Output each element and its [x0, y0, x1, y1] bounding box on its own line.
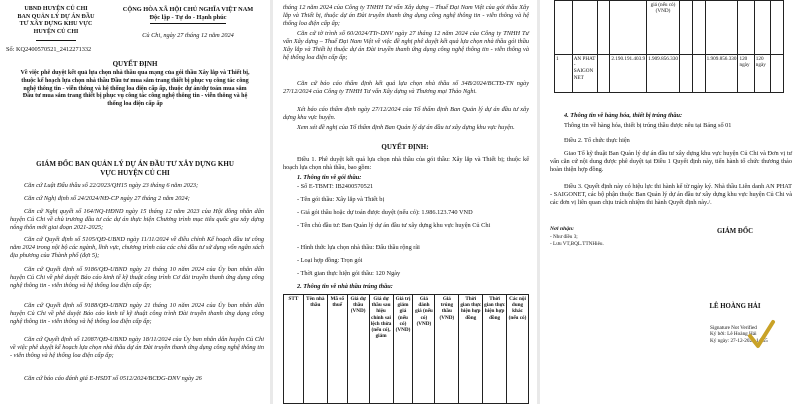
- nation-header: [108, 6, 268, 22]
- decides-heading: QUYẾT ĐỊNH:: [381, 143, 429, 151]
- contract-type: - Loại hợp đồng: Trọn gói: [297, 257, 363, 264]
- org-underline: [36, 40, 76, 41]
- basis-8-continued: tháng 12 năm 2024 của Công ty TNHH Tư vấn Xây dựng – Thuế Đại Nam Việt của gói thầu Xây lắp và Thiết bị, thuộc dự án Đài truyền thanh ứng dụng công nghệ thông tin - viễn thông và hệ thống loa điện cấp ấp;: [283, 4, 529, 28]
- article-3: Điều 3. Quyết định này có hiệu lực thi hành kể từ ngày ký. Nhà thầu Liên danh AN PHAT - SAIGONET, các bộ phận thuộc Ban Quản lý dự án đầu tư xây dựng khu vực huyện Củ Chi và các đơn vị liên quan chịu trách nhiệm thi hành Quyết định này./.: [550, 183, 792, 207]
- row-bidder: AN PHAT - SAIGON NET: [572, 55, 597, 93]
- selection-form: - Hình thức lựa chọn nhà thầu: Đấu thầu rộng rãi: [297, 244, 420, 251]
- basis-5: Căn cứ Quyết định số 9186/QĐ-UBND ngày 21 tháng 10 năm 2024 của Ủy ban nhân dân huyện Củ Chi về phê duyệt Báo cáo kinh tế kỹ thuật công trình Cơ đài truyền thanh ứng dụng công nghệ thông tin - viễn thông và hệ thống loa điện cấp ấp;: [10, 266, 264, 290]
- basis-2: Căn cứ Nghị định số 24/2024/NĐ-CP ngày 27 tháng 2 năm 2024;: [24, 195, 190, 202]
- basis-3: Căn cứ Nghị quyết số 164/NQ-HĐND ngày 15 tháng 12 năm 2023 của Hội đồng nhân dân huyện Củ Chi về chủ trương đầu tư các dự án thực hiện Chương trình mục tiêu quốc gia xây dựng nông thôn mới giai đoạn 2021-2025;: [10, 208, 264, 232]
- col-other: Các nội dung khác (nếu có): [507, 295, 529, 404]
- document-page-2: [273, 0, 537, 404]
- row-stt: 1: [555, 55, 573, 93]
- doc-title: QUYẾT ĐỊNH: [112, 60, 158, 68]
- row-time-1: 120 ngày: [738, 55, 754, 93]
- row-bid-price: 2.190.191.403.9: [610, 55, 647, 93]
- col-time-2: Thời gian thực hiện hợp đồng: [483, 295, 507, 404]
- basis-11: Xét báo cáo thẩm định ngày 27/12/2024 của Tổ thẩm định Ban Quản lý dự án đầu tư xây dựng khu vực huyện.: [283, 106, 529, 122]
- article-2: Điều 2. Tổ chức thực hiện: [564, 137, 630, 144]
- recipient-2: - Lưu VT,BQL.TTNHiêu.: [550, 241, 604, 247]
- recipients-label: Nơi nhận:: [550, 226, 574, 232]
- investor-name: - Tên chủ đầu tư: Ban Quản lý dự án đầu tư xây dựng khu vực huyện Củ Chi: [297, 222, 491, 229]
- basis-10: Căn cứ báo cáo thẩm định kết quả lựa chọn nhà thầu số 34B/2024/BCTĐ-TN ngày 27/12/2024 của Công ty TNHH Tư vấn Xây dựng và Thương mại Thảo Nghi.: [283, 80, 529, 96]
- col-win-price: Giá trúng thầu (VND): [435, 295, 459, 404]
- col-adjusted: Giá dự thầu sau hiệu chỉnh sai lệch thừa (nếu có), giảm: [369, 295, 393, 404]
- article-1: Điều 1. Phê duyệt kết quả lựa chọn nhà thầu của gói thầu: Xây lắp và Thiết bị; thuộc kế hoạch lựa chọn nhà thầu, bao gồm:: [283, 156, 529, 172]
- col-discount: Giá trị giảm giá (nếu có) (VND): [393, 295, 413, 404]
- winner-table-header: [283, 294, 529, 404]
- basis-8: Căn cứ báo cáo đánh giá E-HSDT số 0512/2024/BCĐG-DNV ngày 26: [24, 375, 202, 382]
- document-page-3: [540, 0, 800, 404]
- nation-underline: [150, 23, 226, 24]
- basis-6: Căn cứ Quyết định số 9188/QĐ-UBND ngày 21 tháng 10 năm 2024 của Ủy ban nhân dân huyện Củ Chi về phê duyệt Báo cáo kinh tế kỹ thuật công trình Đài truyền thanh ứng dụng công nghệ thông tin - viễn thông và hệ thống loa điện cấp ấp;: [10, 302, 264, 326]
- authority-line: GIÁM ĐỐC BAN QUẢN LÝ DỰ ÁN ĐẦU TƯ XÂY DỰNG KHU VỰC HUYỆN CỦ CHI: [36, 160, 234, 177]
- org-line-1: UBND HUYỆN CỦ CHI: [24, 6, 88, 12]
- section-2-heading: 2. Thông tin về nhà thầu trúng thầu:: [297, 283, 393, 290]
- col-tax: Mã số thuế: [327, 295, 347, 404]
- basis-1: Căn cứ Luật Đấu thầu số 22/2023/QH15 ngày 23 tháng 6 năm 2023;: [24, 182, 199, 189]
- row-time-2: 120 ngày: [754, 55, 770, 93]
- row-tax: [597, 55, 610, 93]
- signer-title: GIÁM ĐỐC: [716, 228, 754, 235]
- org-line-4: HUYỆN CỦ CHI: [33, 28, 79, 35]
- org-line-3: TƯ XÂY DỰNG KHU VỰC: [19, 21, 93, 28]
- signature-check-icon: [746, 318, 776, 352]
- section-4-text: Thông tin về hàng hóa, thiết bị trúng thầu được nêu tại Bảng số 01: [564, 122, 732, 129]
- col-eval: Giá đánh giá (nếu có) (VND): [413, 295, 435, 404]
- col-bidder: Tên nhà thầu: [303, 295, 327, 404]
- package-name: - Tên gói thầu: Xây lắp và Thiết bị: [297, 196, 385, 203]
- col-bid-price: Giá dự thầu (VND): [347, 295, 369, 404]
- signer-name: LÊ HOÀNG HẢI: [709, 303, 761, 310]
- date-place: Củ Chi, ngày 27 tháng 12 năm 2024: [142, 32, 234, 39]
- row-eval: [692, 55, 705, 93]
- winner-table-continued: [554, 0, 784, 93]
- tbmt-number: - Số E-TBMT: IB2400570521: [297, 183, 374, 190]
- nation-line-1: CỘNG HÒA XÃ HỘI CHỦ NGHĨA VIỆT NAM: [122, 6, 254, 13]
- price-header-tail: giá (nếu có) (VND): [647, 1, 680, 55]
- signature-status: Signature Not Verified: [710, 325, 757, 331]
- duration: - Thời gian thực hiện gói thầu: 120 Ngày: [297, 270, 401, 277]
- basis-12: Xem xét đề nghị của Tổ thẩm định Ban Quản lý dự án đầu tư xây dựng khu vực huyện.: [297, 124, 515, 131]
- doc-number: Số: KQ2400570521_2412271332: [6, 46, 92, 53]
- table-row: [555, 55, 784, 93]
- section-4-heading: 4. Thông tin về hàng hóa, thiết bị trúng thầu:: [564, 112, 683, 119]
- signature-date: Ký ngày: 27-12-2024 14:55: [710, 337, 768, 344]
- col-time-1: Thời gian thực hiện hợp đồng: [459, 295, 483, 404]
- row-discount: [679, 55, 692, 93]
- recipient-1: - Như điều 3;: [550, 234, 578, 240]
- doc-subject: Về việc phê duyệt kết quả lựa chọn nhà thầu qua mạng của gói thầu Xây lắp và Thiết bị, thuộc kế hoạch lựa chọn nhà thầu Đầu tư mua sắm trang thiết bị phục vụ công tác công nghệ thông tin - viễn thông và hệ thống loa điện cấp ấp, thuộc dự án/dự toán mua sắm Đầu tư mua sắm trang thiết bị phục vụ công tác công nghệ thông tin - viễn thông và hệ thống loa điện cấp ấp: [20, 70, 250, 108]
- org-header: [6, 6, 106, 36]
- row-win-price: 1.909.856.330: [705, 55, 738, 93]
- basis-7: Căn cứ Quyết định số 12087/QĐ-UBND ngày 18/11/2024 của Ủy ban nhân dân huyện Củ Chi về việc phê duyệt kế hoạch lựa chọn nhà thầu dự án Đài truyền thanh ứng dụng công nghệ thông tin - viễn thông và hệ thống loa điện cấp ấp;: [10, 336, 264, 360]
- org-line-2: BAN QUẢN LÝ DỰ ÁN ĐẦU: [17, 13, 95, 20]
- basis-9: Căn cứ tờ trình số 60/2024/TTr-DNV ngày 27 tháng 12 năm 2024 của Công ty TNHH Tư vấn Xây dựng – Thuế Đại Nam Việt về việc đề nghị phê duyệt kết quả lựa chọn nhà thầu gói thầu Xây lắp và Thiết bị thuộc dự án Đài truyền thanh ứng dụng công nghệ thông tin - viễn thông và hệ thống loa điện cấp ấp;: [283, 30, 529, 62]
- signature-signer: Ký bởi: Lê Hoàng Hải: [710, 331, 757, 338]
- basis-4: Căn cứ Quyết định số 5105/QĐ-UBND ngày 11/11/2024 về điều chỉnh Kế hoạch đầu tư công năm 2024 trong nội bộ các ngành, lĩnh vực, chương trình của các chủ đầu tư sử dụng vốn ngân sách địa phương của Thành phố (đợt 5);: [10, 236, 264, 260]
- nation-line-2: Độc lập - Tự do - Hạnh phúc: [149, 14, 227, 22]
- package-price: - Giá gói thầu hoặc dự toán được duyệt (nếu có): 1.986.123.740 VND: [297, 209, 473, 216]
- document-page-1: [0, 0, 270, 404]
- row-adjusted: 1.909.856.330: [647, 55, 680, 93]
- col-stt: STT: [284, 295, 304, 404]
- section-1-heading: 1. Thông tin về gói thầu:: [297, 174, 362, 181]
- article-2-text: Giao Tổ kỹ thuật Ban Quản lý dự án đầu tư xây dựng khu vực huyện Củ Chi và Đơn vị tư vấn căn cứ nội dung được phê duyệt tại Điều 1 Quyết định này, tiến hành tổ chức thương thảo hoàn thiện hợp đồng.: [550, 150, 792, 174]
